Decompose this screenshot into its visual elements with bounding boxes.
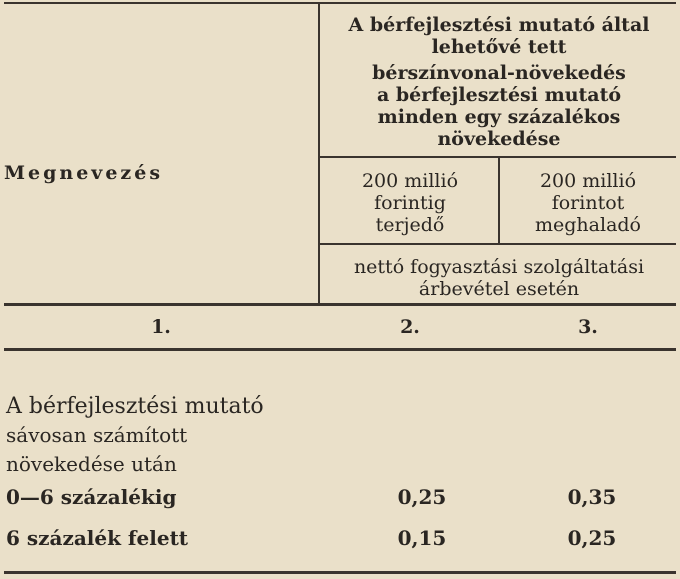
group-header-line-1: A bérfejlesztési mutató által xyxy=(348,14,650,36)
subheader-col2-line-2: forintig xyxy=(374,192,446,214)
row-1-label: 0—6 százalékig xyxy=(6,485,177,509)
group-header-line-2: lehetővé tett xyxy=(431,36,567,58)
section-label-line-3: növekedése után xyxy=(6,452,177,476)
subheader-col3 xyxy=(500,170,676,236)
bottom-rule xyxy=(4,571,676,574)
subheader-col2-line-3: terjedő xyxy=(375,214,445,236)
column-numbers-rule xyxy=(4,348,676,351)
subheader-col2 xyxy=(322,170,498,236)
section-label-line-1: A bérfejlesztési mutató xyxy=(6,394,264,419)
subheader-col3-line-3: meghaladó xyxy=(535,214,641,236)
header-bottom-rule xyxy=(4,303,676,306)
subheader-col2-line-1: 200 millió xyxy=(361,170,459,192)
col1-header: Megnevezés xyxy=(4,162,164,184)
section-label xyxy=(6,392,264,479)
subheader-col3-line-1: 200 millió xyxy=(539,170,637,192)
column-number-1: 1. xyxy=(151,316,171,338)
header-vertical-divider xyxy=(318,4,320,304)
subheader-col3-line-2: forintot xyxy=(551,192,625,214)
row-2-col2: 0,15 xyxy=(397,526,447,550)
spanning-note-line-2: árbevétel esetén xyxy=(418,278,580,300)
group-header-line-6: növekedése xyxy=(437,128,561,150)
row-2-label: 6 százalék felett xyxy=(6,526,189,550)
spanning-note-line-1: nettó fogyasztási szolgáltatási xyxy=(353,256,645,278)
group-header-line-5: minden egy százalékos xyxy=(377,106,621,128)
row-2-col3: 0,25 xyxy=(567,526,617,550)
column-number-2: 2. xyxy=(400,316,420,338)
row-1-col2: 0,25 xyxy=(397,485,447,509)
group-header-line-3: bérszínvonal-növekedés xyxy=(372,62,626,84)
group-header-line-4: a bérfejlesztési mutató xyxy=(376,84,622,106)
row-1-col3: 0,35 xyxy=(567,485,617,509)
group-header xyxy=(322,14,676,150)
column-number-3: 3. xyxy=(578,316,598,338)
subheader-rule xyxy=(320,243,676,245)
section-label-line-2: sávosan számított xyxy=(6,423,188,447)
top-rule xyxy=(4,2,676,4)
spanning-note xyxy=(322,256,676,300)
